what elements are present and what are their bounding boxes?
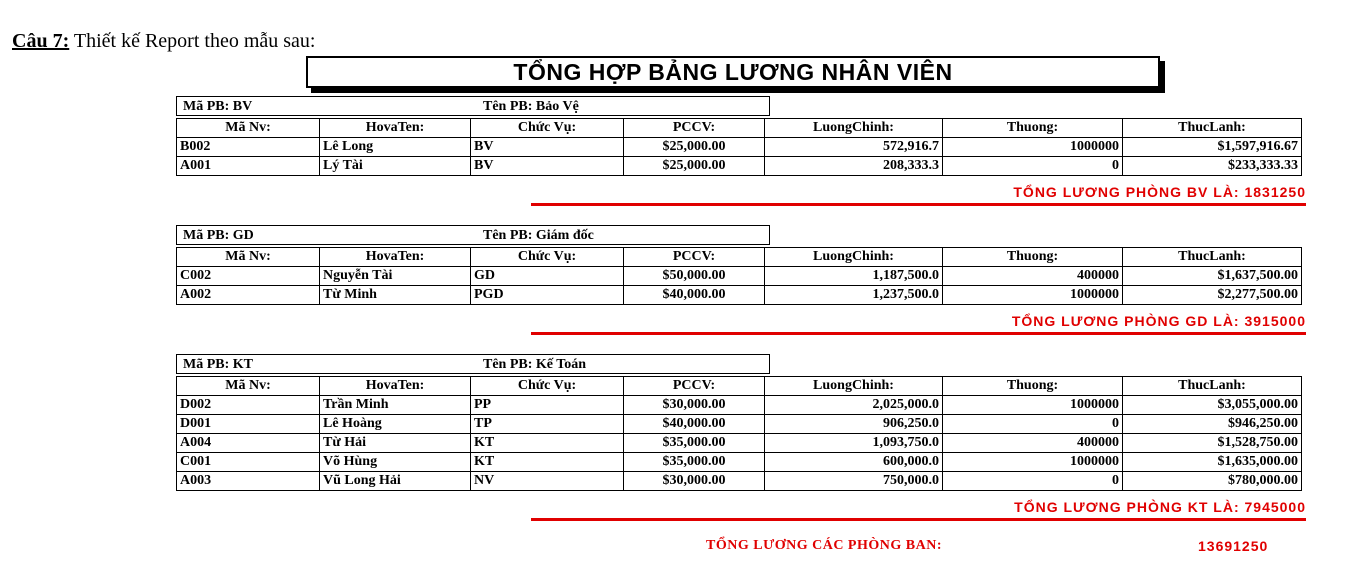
employee-position: TP bbox=[471, 415, 624, 434]
employee-name: Trần Minh bbox=[320, 396, 471, 415]
column-header: Thuong: bbox=[943, 248, 1123, 267]
employee-position: BV bbox=[471, 157, 624, 176]
table-row bbox=[177, 157, 1302, 176]
employee-id: A001 bbox=[177, 157, 320, 176]
net-pay: $1,637,500.00 bbox=[1123, 267, 1302, 286]
table-header-row bbox=[177, 377, 1302, 396]
table-row bbox=[177, 472, 1302, 491]
department-total-text: TỔNG LƯƠNG PHÒNG GD LÀ: 3915000 bbox=[1011, 313, 1306, 329]
column-header: LuongChinh: bbox=[765, 119, 943, 138]
table-row bbox=[177, 396, 1302, 415]
employee-id: D001 bbox=[177, 415, 320, 434]
table-row bbox=[177, 267, 1302, 286]
question-label: Câu 7: bbox=[12, 30, 70, 52]
department-header bbox=[176, 354, 770, 374]
base-salary: 2,025,000.0 bbox=[765, 396, 943, 415]
department-name: Tên PB: Kế Toán bbox=[483, 357, 587, 372]
column-header: Mã Nv: bbox=[177, 248, 320, 267]
employee-position: KT bbox=[471, 434, 624, 453]
net-pay: $233,333.33 bbox=[1123, 157, 1302, 176]
department-header bbox=[176, 96, 770, 116]
base-salary: 208,333.3 bbox=[765, 157, 943, 176]
bonus: 1000000 bbox=[943, 453, 1123, 472]
net-pay: $1,528,750.00 bbox=[1123, 434, 1302, 453]
department-total bbox=[176, 499, 1306, 521]
column-header: Mã Nv: bbox=[177, 119, 320, 138]
employee-table bbox=[176, 247, 1302, 305]
department-code: Mã PB: BV bbox=[183, 99, 253, 114]
employee-table bbox=[176, 118, 1302, 176]
total-underline bbox=[531, 203, 1306, 206]
position-allowance: $35,000.00 bbox=[624, 434, 765, 453]
bonus: 0 bbox=[943, 157, 1123, 176]
employee-position: PP bbox=[471, 396, 624, 415]
table-row bbox=[177, 434, 1302, 453]
column-header: PCCV: bbox=[624, 248, 765, 267]
department-section-kt bbox=[176, 354, 1306, 521]
column-header: ThucLanh: bbox=[1123, 119, 1302, 138]
table-row bbox=[177, 415, 1302, 434]
net-pay: $1,597,916.67 bbox=[1123, 138, 1302, 157]
employee-name: Nguyễn Tài bbox=[320, 267, 471, 286]
department-section-gd bbox=[176, 225, 1306, 335]
department-total-text: TỔNG LƯƠNG PHÒNG KT LÀ: 7945000 bbox=[1014, 499, 1306, 515]
column-header: LuongChinh: bbox=[765, 248, 943, 267]
column-header: ThucLanh: bbox=[1123, 248, 1302, 267]
column-header: Thuong: bbox=[943, 119, 1123, 138]
base-salary: 1,187,500.0 bbox=[765, 267, 943, 286]
position-allowance: $30,000.00 bbox=[624, 472, 765, 491]
bonus: 1000000 bbox=[943, 138, 1123, 157]
column-header: HovaTen: bbox=[320, 377, 471, 396]
net-pay: $2,277,500.00 bbox=[1123, 286, 1302, 305]
question-heading bbox=[12, 30, 315, 53]
department-section-bv bbox=[176, 96, 1306, 206]
bonus: 1000000 bbox=[943, 396, 1123, 415]
total-underline bbox=[531, 332, 1306, 335]
base-salary: 1,093,750.0 bbox=[765, 434, 943, 453]
bonus: 0 bbox=[943, 415, 1123, 434]
net-pay: $1,635,000.00 bbox=[1123, 453, 1302, 472]
department-name: Tên PB: Giám đốc bbox=[483, 228, 594, 243]
base-salary: 1,237,500.0 bbox=[765, 286, 943, 305]
employee-name: Vũ Long Hải bbox=[320, 472, 471, 491]
table-row bbox=[177, 453, 1302, 472]
position-allowance: $25,000.00 bbox=[624, 157, 765, 176]
column-header: ThucLanh: bbox=[1123, 377, 1302, 396]
employee-position: NV bbox=[471, 472, 624, 491]
bonus: 0 bbox=[943, 472, 1123, 491]
table-header-row bbox=[177, 119, 1302, 138]
employee-position: GD bbox=[471, 267, 624, 286]
employee-name: Võ Hùng bbox=[320, 453, 471, 472]
employee-position: BV bbox=[471, 138, 624, 157]
employee-name: Lê Hoàng bbox=[320, 415, 471, 434]
net-pay: $946,250.00 bbox=[1123, 415, 1302, 434]
grand-total-value: 13691250 bbox=[1198, 538, 1269, 554]
position-allowance: $50,000.00 bbox=[624, 267, 765, 286]
position-allowance: $40,000.00 bbox=[624, 286, 765, 305]
employee-id: C001 bbox=[177, 453, 320, 472]
department-code: Mã PB: KT bbox=[183, 357, 253, 372]
column-header: Chức Vụ: bbox=[471, 248, 624, 267]
report-title: TỔNG HỢP BẢNG LƯƠNG NHÂN VIÊN bbox=[306, 56, 1160, 88]
employee-name: Từ Minh bbox=[320, 286, 471, 305]
base-salary: 572,916.7 bbox=[765, 138, 943, 157]
employee-table bbox=[176, 376, 1302, 491]
bonus: 1000000 bbox=[943, 286, 1123, 305]
position-allowance: $30,000.00 bbox=[624, 396, 765, 415]
net-pay: $780,000.00 bbox=[1123, 472, 1302, 491]
bonus: 400000 bbox=[943, 434, 1123, 453]
employee-id: D002 bbox=[177, 396, 320, 415]
employee-position: PGD bbox=[471, 286, 624, 305]
department-total bbox=[176, 313, 1306, 335]
column-header: PCCV: bbox=[624, 119, 765, 138]
table-row bbox=[177, 286, 1302, 305]
column-header: Thuong: bbox=[943, 377, 1123, 396]
base-salary: 906,250.0 bbox=[765, 415, 943, 434]
position-allowance: $35,000.00 bbox=[624, 453, 765, 472]
employee-id: A002 bbox=[177, 286, 320, 305]
table-header-row bbox=[177, 248, 1302, 267]
column-header: HovaTen: bbox=[320, 119, 471, 138]
column-header: Mã Nv: bbox=[177, 377, 320, 396]
department-total-text: TỔNG LƯƠNG PHÒNG BV LÀ: 1831250 bbox=[1013, 184, 1306, 200]
net-pay: $3,055,000.00 bbox=[1123, 396, 1302, 415]
column-header: Chức Vụ: bbox=[471, 377, 624, 396]
column-header: LuongChinh: bbox=[765, 377, 943, 396]
bonus: 400000 bbox=[943, 267, 1123, 286]
position-allowance: $40,000.00 bbox=[624, 415, 765, 434]
employee-id: A003 bbox=[177, 472, 320, 491]
employee-id: B002 bbox=[177, 138, 320, 157]
total-underline bbox=[531, 518, 1306, 521]
department-total bbox=[176, 184, 1306, 206]
employee-position: KT bbox=[471, 453, 624, 472]
question-text: Thiết kế Report theo mẫu sau: bbox=[73, 30, 316, 52]
employee-id: A004 bbox=[177, 434, 320, 453]
employee-name: Lê Long bbox=[320, 138, 471, 157]
position-allowance: $25,000.00 bbox=[624, 138, 765, 157]
column-header: HovaTen: bbox=[320, 248, 471, 267]
employee-name: Lý Tài bbox=[320, 157, 471, 176]
table-row bbox=[177, 138, 1302, 157]
department-code: Mã PB: GD bbox=[183, 228, 254, 243]
base-salary: 600,000.0 bbox=[765, 453, 943, 472]
column-header: PCCV: bbox=[624, 377, 765, 396]
department-name: Tên PB: Bảo Vệ bbox=[483, 99, 579, 114]
column-header: Chức Vụ: bbox=[471, 119, 624, 138]
employee-id: C002 bbox=[177, 267, 320, 286]
base-salary: 750,000.0 bbox=[765, 472, 943, 491]
employee-name: Từ Hải bbox=[320, 434, 471, 453]
department-header bbox=[176, 225, 770, 245]
grand-total-label: TỔNG LƯƠNG CÁC PHÒNG BAN: bbox=[706, 538, 942, 553]
